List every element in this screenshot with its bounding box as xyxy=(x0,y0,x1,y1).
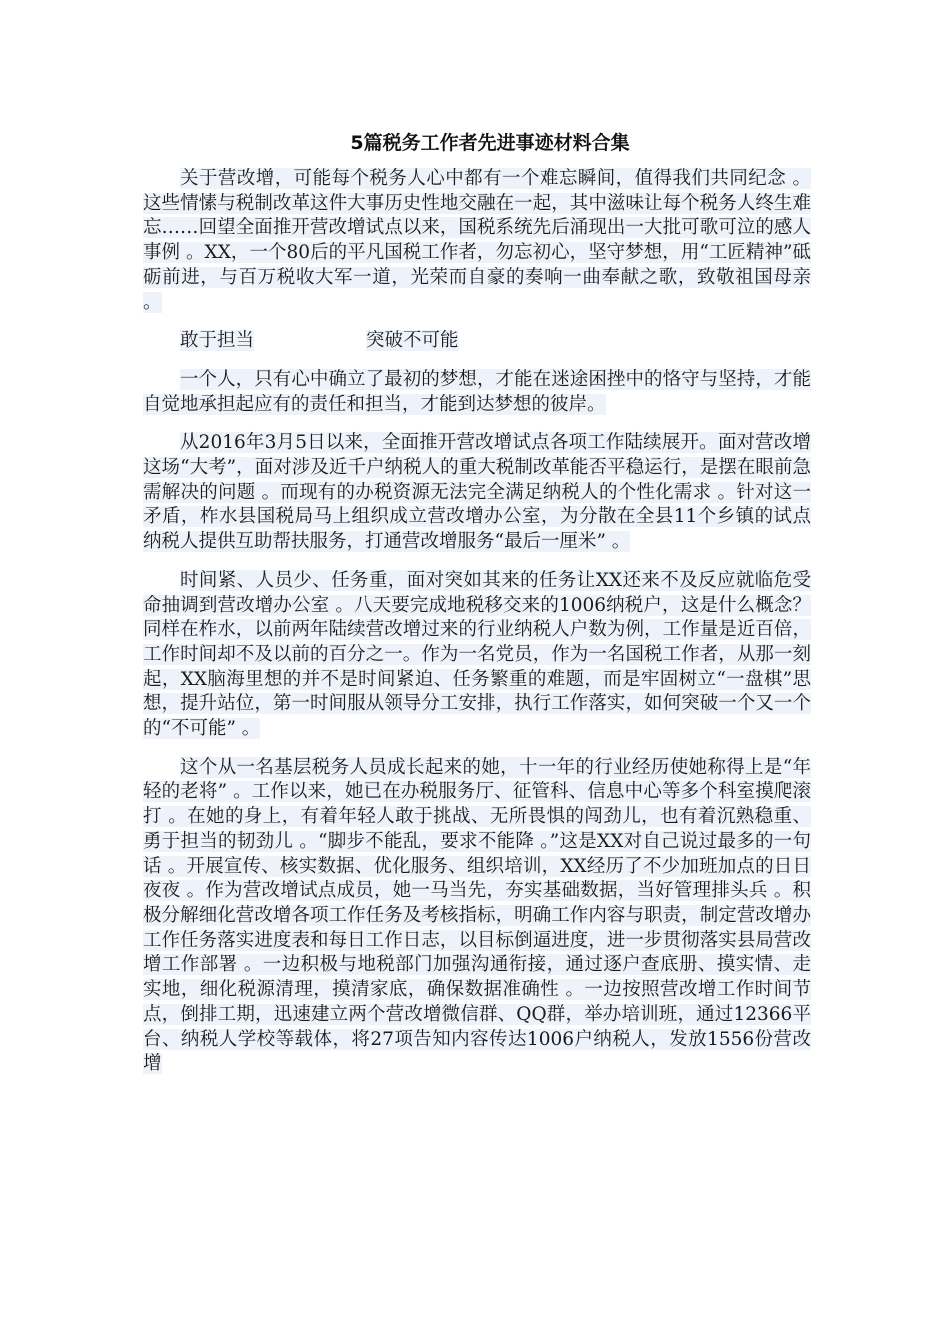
document-body xyxy=(143,167,811,1091)
paragraph-text: 这个从一名基层税务人员成长起来的她，十一年的行业经历使她称得上是“年轻的老将” 。工作以来，她已在办税服务厅、征管科、信息中心等多个科室摸爬滚打 。在她的身上，有着年轻人敢于挑战、无所畏惧的闯劲儿，也有着沉熟稳重、勇于担当的韧劲儿 。“脚步不能乱，要求不能降 。”这是XX对自己说过最多的一句话 。开展宣传、核实数据、优化服务、组织培训，XX经历了不少加班加点的日日夜夜 。作为营改增试点成员，她一马当先，夯实基础数据，当好管理排头兵 。积极分解细化营改增各项工作任务及考核指标，明确工作内容与职责，制定营改增办工作任务落实进度表和每日工作日志，以目标倒逼进度，进一步贯彻落实县局营改增工作部署 。一边积极与地税部门加强沟通衔接，通过逐户查底册、摸实情、走实地，细化税源清理，摸清家底，确保数据准确性 。一边按照营改增工作时间节点，倒排工期，迅速建立两个营改增微信群、QQ群，举办培训班，通过12366平台、纳税人学校等载体，将27项告知内容传达1006户纳税人，发放1556份营改增 xyxy=(143,756,811,1075)
document-title: 5篇税务工作者先进事迹材料合集 xyxy=(350,132,630,154)
body-paragraph xyxy=(143,368,811,417)
paragraph-text: 一个人，只有心中确立了最初的梦想，才能在迷途困挫中的恪守与坚持，才能自觉地承担起应有的责任和担当，才能到达梦想的彼岸。 xyxy=(143,368,811,415)
body-paragraph xyxy=(143,431,811,555)
intro-paragraph xyxy=(143,167,811,315)
section-heading-left: 敢于担当 xyxy=(180,330,255,352)
section-heading-right: 突破不可能 xyxy=(366,330,459,352)
paragraph-text: 关于营改增，可能每个税务人心中都有一个难忘瞬间，值得我们共同纪念 。这些情愫与税制改革这件大事历史性地交融在一起，其中滋味让每个税务人终生难忘……回望全面推开营改增试点以来，国税系统先后涌现出一大批可歌可泣的感人事例 。XX，一个80后的平凡国税工作者，勿忘初心，坚守梦想，用“工匠精神”砥砺前进，与百万税收大军一道，光荣而自豪的奏响一曲奉献之歌，致敬祖国母亲 。 xyxy=(143,168,811,313)
paragraph-text: 从2016年3月5日以来，全面推开营改增试点各项工作陆续展开。面对营改增这场“大考”，面对涉及近千户纳税人的重大税制改革能否平稳运行，是摆在眼前急需解决的问题 。而现有的办税资源无法完全满足纳税人的个性化需求 。针对这一矛盾，柞水县国税局马上组织成立营改增办公室，为分散在全县11个乡镇的试点纳税人提供互助帮扶服务，打通营改增服务“最后一厘米” 。 xyxy=(143,432,811,553)
body-paragraph xyxy=(143,756,811,1077)
body-paragraph xyxy=(143,569,811,742)
section-heading xyxy=(143,329,811,354)
paragraph-text: 时间紧、人员少、任务重，面对突如其来的任务让XX还来不及反应就临危受命抽调到营改增办公室 。八天要完成地税移交来的1006纳税户，这是什么概念？同样在柞水，以前两年陆续营改增过来的行业纳税人户数为例，工作量是近百倍，工作时间却不及以前的百分之一。作为一名党员，作为一名国税工作者，从那一刻起，XX脑海里想的并不是时间紧迫、任务繁重的难题，而是牢固树立“一盘棋”思想，提升站位，第一时间服从领导分工安排，执行工作落实，如何突破一个又一个的“不可能” 。 xyxy=(143,569,811,740)
